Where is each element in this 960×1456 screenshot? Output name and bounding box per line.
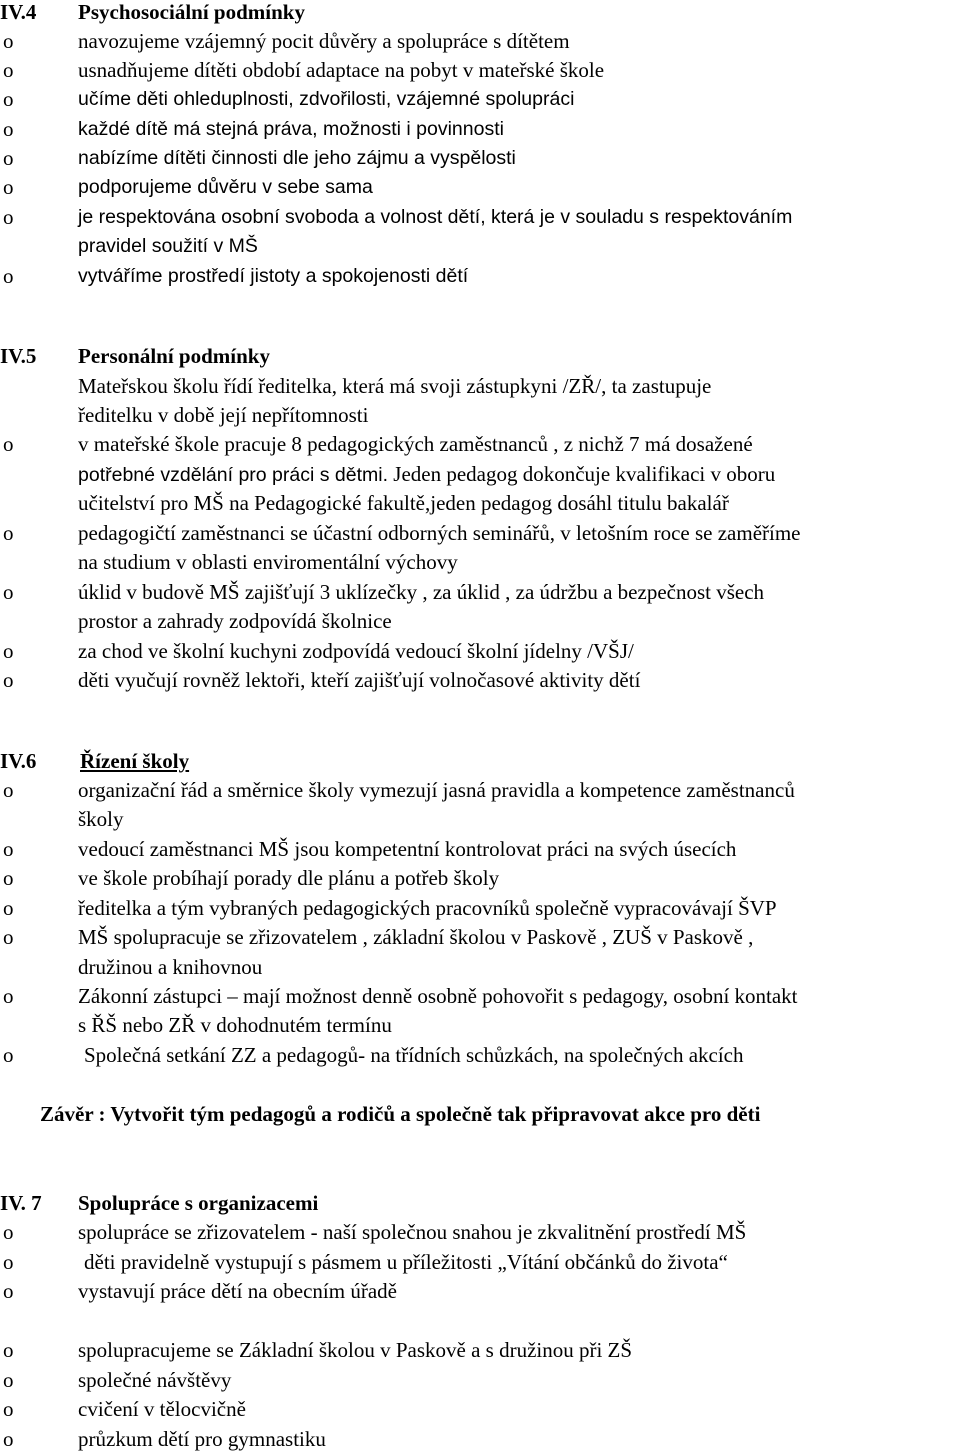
list-item-text (78, 459, 775, 490)
list-item-text: pravidel soužití v MŠ (78, 235, 258, 257)
list-item (0, 429, 960, 459)
section-iv4-heading (0, 0, 960, 27)
bullet: o (3, 866, 14, 890)
list-item (0, 577, 960, 607)
list-item-text: učíme děti ohleduplnosti, zdvořilosti, vzájemné spolupráci (78, 88, 575, 110)
list-item (0, 202, 960, 232)
list-item-text: děti pravidelně vystupují s pásmem u příležitosti „Vítání občánků do života“ (84, 1250, 728, 1274)
list-item-text: nabízíme dítěti činnosti dle jeho zájmu a vyspělosti (78, 147, 516, 169)
list-item-text: vystavují práce dětí na obecním úřadě (78, 1279, 397, 1303)
bullet: o (3, 1220, 14, 1244)
list-item-text: usnadňujeme dítěti období adaptace na pobyt v mateřské škole (78, 58, 605, 82)
paragraph-text: Mateřskou školu řídí ředitelka, která má svoji zástupkyni /ZŘ/, ta zastupuje (78, 374, 712, 398)
list-item (0, 665, 960, 695)
bullet: o (3, 205, 14, 229)
list-item (0, 114, 960, 144)
list-item (0, 261, 960, 291)
list-item-text: Společná setkání ZZ a pedagogů- na třídních schůzkách, na společných akcích (84, 1043, 744, 1067)
bullet: o (3, 580, 14, 604)
bullet: o (3, 837, 14, 861)
paragraph (0, 371, 960, 401)
list-item (0, 518, 960, 548)
section-iv7-heading (0, 1188, 960, 1218)
conclusion-text: Závěr : Vytvořit tým pedagogů a rodičů a společně tak připravovat akce pro děti (40, 1102, 761, 1126)
list-item-text: v mateřské škole pracuje 8 pedagogických zaměstnanců , z nichž 7 má dosažené (78, 432, 753, 456)
list-item-text: úklid v budově MŠ zajišťují 3 uklízečky , za úklid , za údržbu a bezpečnost všech (78, 580, 765, 604)
list-item-continuation (0, 231, 960, 261)
list-item (0, 1335, 960, 1365)
list-item-continuation (0, 1010, 960, 1040)
section-number: IV.5 (0, 344, 37, 368)
paragraph-continuation (0, 400, 960, 430)
list-item-continuation (0, 547, 960, 577)
list-item (0, 834, 960, 864)
list-item-text-part: potřebné vzdělání pro práci s dětmi. (78, 464, 389, 486)
list-item (0, 1424, 960, 1454)
list-item (0, 26, 960, 56)
section-iv6-heading (0, 746, 960, 776)
bullet: o (3, 896, 14, 920)
list-item-text: ve škole probíhají porady dle plánu a potřeb školy (78, 866, 500, 890)
list-item-text: s ŘŠ nebo ZŘ v dohodnutém termínu (78, 1013, 392, 1037)
bullet: o (3, 1427, 14, 1451)
list-item-text: podporujeme důvěru v sebe sama (78, 176, 373, 198)
bullet: o (3, 1279, 14, 1303)
list-item-continuation (0, 804, 960, 834)
section-number: IV.4 (0, 0, 37, 24)
bullet: o (3, 87, 14, 111)
section-number: IV. 7 (0, 1191, 42, 1215)
bullet: o (3, 1397, 14, 1421)
list-item (0, 775, 960, 805)
list-item-text-part: Jeden pedagog dokončuje kvalifikaci v oboru (393, 462, 776, 486)
list-item-text: prostor a zahrady zodpovídá školnice (78, 609, 392, 633)
bullet: o (3, 264, 14, 288)
bullet: o (3, 778, 14, 802)
list-item-text: organizační řád a směrnice školy vymezují jasná pravidla a kompetence zaměstnanců (78, 778, 795, 802)
list-item-text: navozujeme vzájemný pocit důvěry a spolupráce s dítětem (78, 29, 570, 53)
bullet: o (3, 146, 14, 170)
bullet: o (3, 175, 14, 199)
list-item (0, 922, 960, 952)
bullet: o (3, 117, 14, 141)
list-item-text: je respektována osobní svoboda a volnost dětí, která je v souladu s respektováním (78, 206, 793, 228)
bullet: o (3, 984, 14, 1008)
list-item (0, 143, 960, 173)
list-item (0, 1276, 960, 1306)
list-item (0, 1040, 960, 1070)
list-item-text: společné návštěvy (78, 1368, 232, 1392)
list-item-text: vedoucí zaměstnanci MŠ jsou kompetentní kontrolovat práci na svých úsecích (78, 837, 737, 861)
list-item-text: průzkum dětí pro gymnastiku (78, 1427, 326, 1451)
bullet: o (3, 925, 14, 949)
bullet: o (3, 1368, 14, 1392)
list-item-continuation (0, 488, 960, 518)
list-item-text: družinou a knihovnou (78, 955, 263, 979)
list-item (0, 636, 960, 666)
list-item-text: MŠ spolupracuje se zřizovatelem , základní školou v Paskově , ZUŠ v Paskově , (78, 925, 754, 949)
list-item (0, 172, 960, 202)
list-item (0, 981, 960, 1011)
list-item (0, 55, 960, 85)
section-title: Řízení školy (80, 749, 190, 773)
list-item-continuation (0, 606, 960, 636)
bullet: o (3, 58, 14, 82)
section-number: IV.6 (0, 749, 37, 773)
section-title: Spolupráce s organizacemi (78, 1191, 319, 1215)
section-title: Personální podmínky (78, 344, 270, 368)
bullet: o (3, 1338, 14, 1362)
bullet: o (3, 29, 14, 53)
list-item-text: za chod ve školní kuchyni zodpovídá vedoucí školní jídelny /VŠJ/ (78, 639, 634, 663)
list-item-text: vytváříme prostředí jistoty a spokojenosti dětí (78, 265, 469, 287)
list-item (0, 863, 960, 893)
bullet: o (3, 521, 14, 545)
paragraph-text: ředitelku v době její nepřítomnosti (78, 403, 369, 427)
list-item-text: spolupracujeme se Základní školou v Paskově a s družinou při ZŠ (78, 1338, 633, 1362)
list-item-text: spolupráce se zřizovatelem - naší společnou snahou je zkvalitnění prostředí MŠ (78, 1220, 747, 1244)
list-item-text: cvičení v tělocvičně (78, 1397, 246, 1421)
list-item (0, 1365, 960, 1395)
list-item (0, 1394, 960, 1424)
section-title: Psychosociální podmínky (78, 0, 305, 24)
bullet: o (3, 1250, 14, 1274)
bullet: o (3, 668, 14, 692)
list-item-text: každé dítě má stejná práva, možnosti i povinnosti (78, 118, 504, 140)
list-item-text: Zákonní zástupci – mají možnost denně osobně pohovořit s pedagogy, osobní kontakt (78, 984, 798, 1008)
list-item (0, 1247, 960, 1277)
list-item-text: školy (78, 807, 124, 831)
list-item-text: pedagogičtí zaměstnanci se účastní odborných seminářů, v letošním roce se zaměříme (78, 521, 801, 545)
list-item-continuation (0, 952, 960, 982)
list-item-text: děti vyučují rovněž lektoři, kteří zajišťují volnočasové aktivity dětí (78, 668, 641, 692)
bullet: o (3, 639, 14, 663)
list-item-text: ředitelka a tým vybraných pedagogických pracovníků společně vypracovávají ŠVP (78, 896, 777, 920)
conclusion (0, 1099, 960, 1129)
bullet: o (3, 1043, 14, 1067)
list-item (0, 893, 960, 923)
bullet: o (3, 432, 14, 456)
list-item-continuation (0, 459, 960, 489)
section-iv5-heading (0, 341, 960, 371)
list-item (0, 1217, 960, 1247)
list-item-text: na studium v oblasti enviromentální výchovy (78, 550, 458, 574)
list-item-text: učitelství pro MŠ na Pedagogické fakultě,jeden pedagog dosáhl titulu bakalář (78, 491, 729, 515)
list-item (0, 84, 960, 114)
